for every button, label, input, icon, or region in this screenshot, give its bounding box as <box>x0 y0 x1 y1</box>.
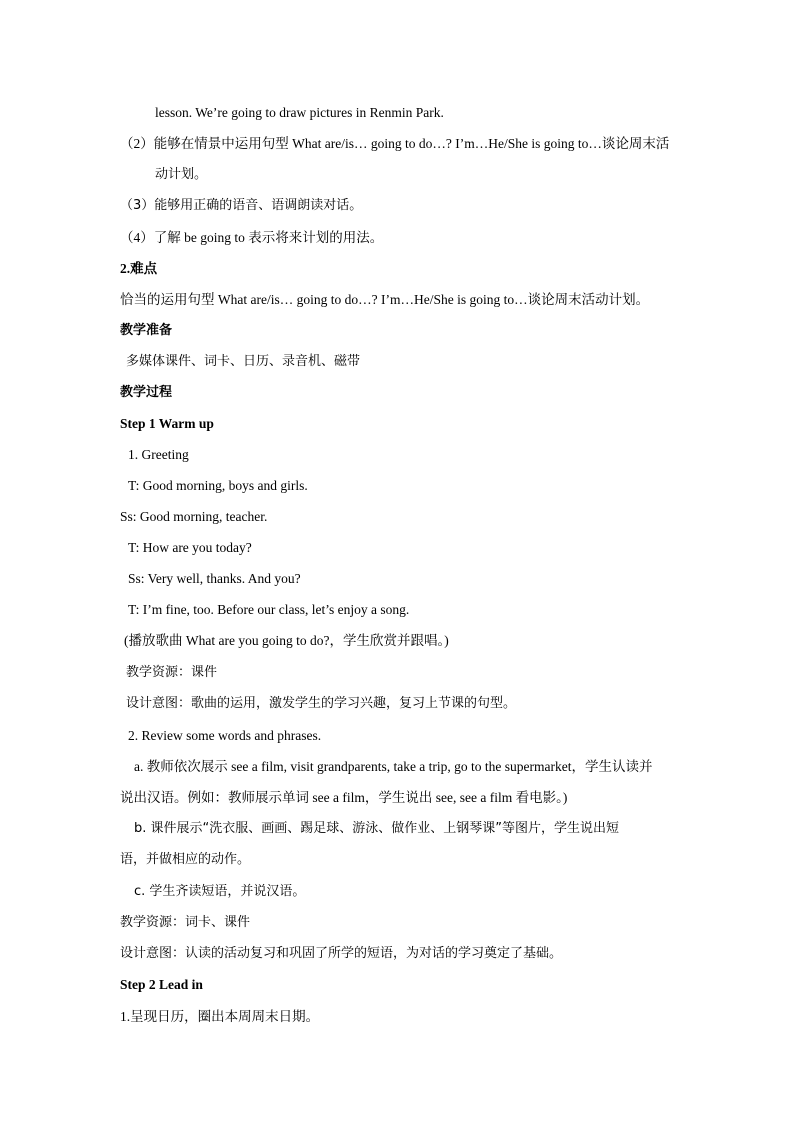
text-line: c. 学生齐读短语，并说汉语。 <box>134 884 306 899</box>
text-line: （3）能够用正确的语音、语调朗读对话。 <box>120 198 363 213</box>
text-line: 教学资源：课件 <box>126 665 218 680</box>
text-line: 说出汉语。例如：教师展示单词 see a film，学生说出 see, see a film 看电影。) <box>120 790 568 805</box>
text-line: a. 教师依次展示 see a film, visit grandparents, take a trip, go to the supermarket，学生认读并 <box>134 759 653 774</box>
text-line: b. 课件展示“洗衣服、画画、踢足球、游泳、做作业、上钢琴课”等图片，学生说出短 <box>134 821 619 836</box>
text-line: 恰当的运用句型 What are/is… going to do…? I’m…He/She is going to…谈论周末活动计划。 <box>120 292 650 307</box>
text-line: 1. Greeting <box>128 447 189 462</box>
text-line: 动计划。 <box>155 167 208 182</box>
step-heading: Step 1 Warm up <box>120 416 214 431</box>
text-line: 2. Review some words and phrases. <box>128 728 322 743</box>
text-line: 语，并做相应的动作。 <box>120 852 251 867</box>
dialogue-line: T: I’m fine, too. Before our class, let’s enjoy a song. <box>128 602 410 617</box>
text-line: （2）能够在情景中运用句型 What are/is… going to do…? I’m…He/She is going to…谈论周末活 <box>120 136 670 151</box>
text-line: 1.呈现日历，圈出本周周末日期。 <box>120 1009 320 1024</box>
text-line: 设计意图：歌曲的运用，激发学生的学习兴趣，复习上节课的句型。 <box>126 696 517 711</box>
text-line: lesson. We’re going to draw pictures in Renmin Park. <box>155 105 444 120</box>
dialogue-line: Ss: Good morning, teacher. <box>120 509 268 524</box>
section-heading: 教学准备 <box>120 323 173 338</box>
text-line: 设计意图：认读的活动复习和巩固了所学的短语，为对话的学习奠定了基础。 <box>120 946 563 961</box>
dialogue-line: T: Good morning, boys and girls. <box>128 478 308 493</box>
section-heading: 教学过程 <box>120 385 173 400</box>
dialogue-line: Ss: Very well, thanks. And you? <box>128 571 301 586</box>
step-heading: Step 2 Lead in <box>120 977 203 992</box>
section-heading: 2.难点 <box>120 261 158 276</box>
dialogue-line: T: How are you today? <box>128 540 252 555</box>
text-line: 教学资源：词卡、课件 <box>120 915 251 930</box>
text-line: （4）了解 be going to 表示将来计划的用法。 <box>120 230 384 245</box>
text-line: (播放歌曲 What are you going to do?，学生欣赏并跟唱。) <box>124 633 449 648</box>
text-line: 多媒体课件、词卡、日历、录音机、磁带 <box>126 354 361 369</box>
